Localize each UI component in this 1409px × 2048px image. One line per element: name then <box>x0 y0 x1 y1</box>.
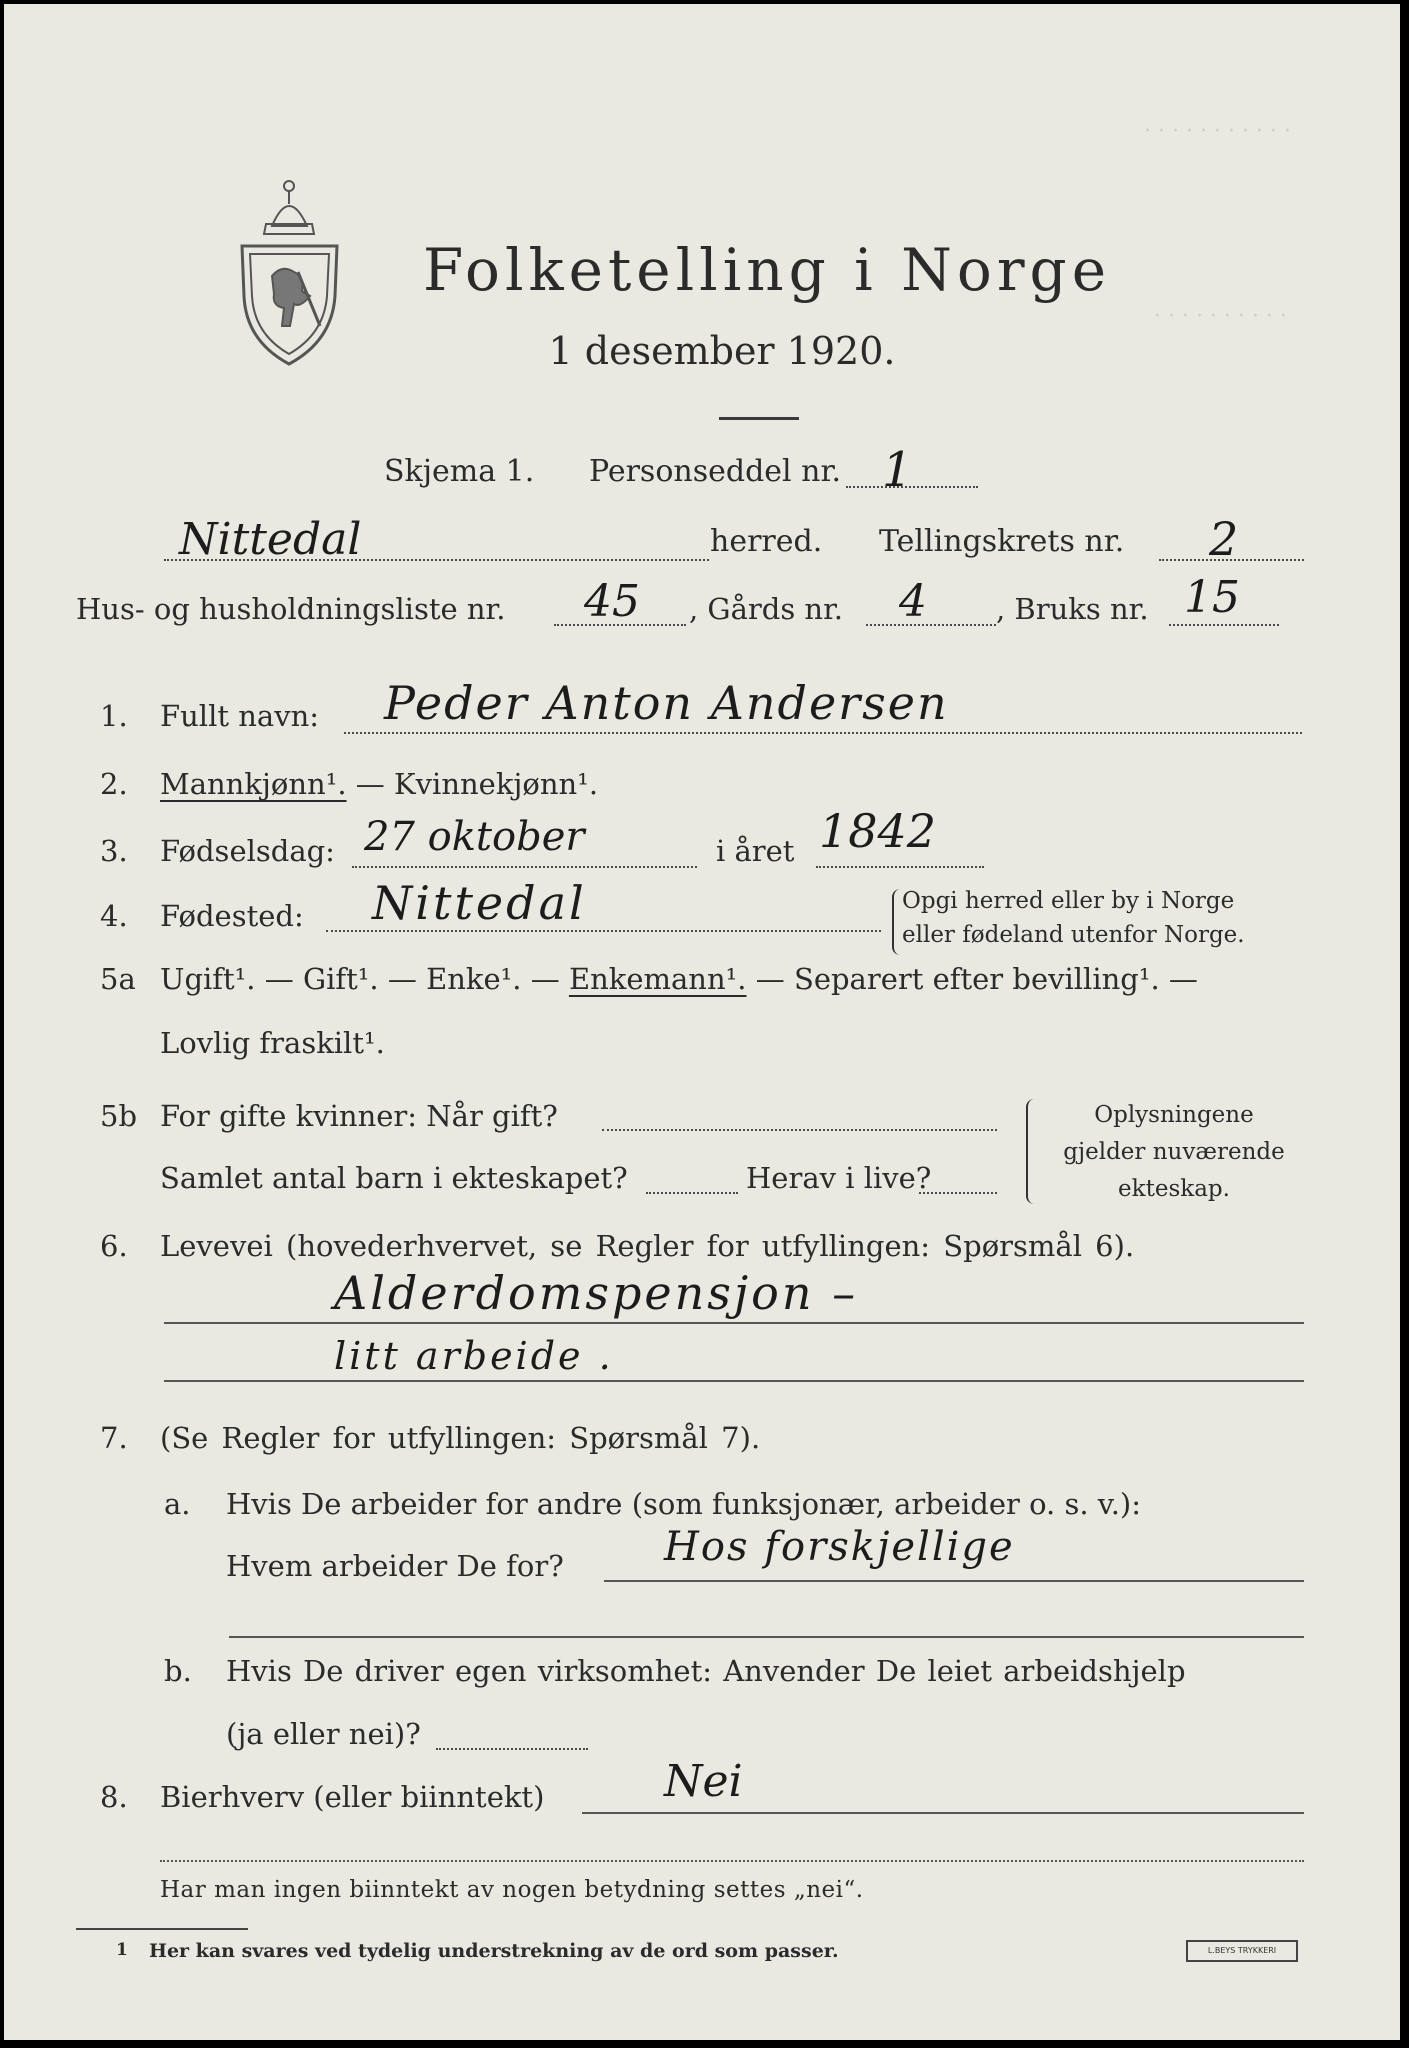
q2-separator: — <box>355 767 385 801</box>
herav-i-live-field[interactable] <box>919 1192 997 1194</box>
q8-label: Bierhverv (eller biinntekt) <box>160 1780 545 1814</box>
q5b-note-line2: gjelder nuværende <box>1063 1139 1285 1165</box>
hus-label: Hus- og husholdningsliste nr. <box>76 592 506 626</box>
footer-note: Har man ingen biinntekt av nogen betydning settes „nei“. <box>160 1877 864 1903</box>
q7-label: (Se Regler for utfyllingen: Spørsmål 7). <box>160 1421 761 1455</box>
arbeider-for-field[interactable] <box>604 1580 1304 1582</box>
form-title: Folketelling i Norge <box>422 236 1112 304</box>
gards-value: 4 <box>899 576 927 627</box>
q5b-note-line3: ekteskap. <box>1118 1176 1230 1202</box>
census-form-page <box>4 4 1400 2040</box>
q3-number: 3. <box>100 834 128 868</box>
q7a-text: Hvis De arbeider for andre (som funksjonær, arbeider o. s. v.): <box>226 1487 1142 1521</box>
levevei-value-line1: Alderdomspensjon – <box>334 1266 859 1320</box>
antal-barn-field[interactable] <box>646 1192 738 1194</box>
levevei-value-line2: litt arbeide . <box>334 1334 614 1378</box>
q7-number: 7. <box>100 1421 128 1455</box>
arbeider-for-field-extra[interactable] <box>229 1636 1304 1638</box>
q7b-letter: b. <box>164 1654 192 1688</box>
enke-option[interactable]: Enke¹. <box>426 962 522 996</box>
q5a-separator: — <box>387 962 417 996</box>
fodested-note-brace <box>892 889 902 955</box>
fodselsdag-field[interactable] <box>352 866 697 868</box>
bierhverv-field[interactable] <box>582 1812 1304 1814</box>
q6-label: Levevei (hovederhvervet, se Regler for utfyllingen: Spørsmål 6). <box>160 1229 1135 1263</box>
q5a-separator: — <box>530 962 560 996</box>
q5b-label2: Samlet antal barn i ekteskapet? <box>160 1161 628 1195</box>
q5a-separator: — <box>264 962 294 996</box>
q5b-note-brace <box>1026 1099 1036 1204</box>
bleed-through-text: · · · · · · · · · · · <box>1144 119 1291 144</box>
separert-option[interactable]: Separert efter bevilling¹. <box>793 962 1160 996</box>
herred-label: herred. <box>710 524 823 559</box>
ugift-option[interactable]: Ugift¹. <box>160 962 256 996</box>
fodested-note-line1: Opgi herred eller by i Norge <box>902 888 1235 914</box>
q2-number: 2. <box>100 767 128 801</box>
tellingskrets-label: Tellingskrets nr. <box>879 524 1125 559</box>
q1-number: 1. <box>100 699 128 733</box>
fodested-note-line2: eller fødeland utenfor Norge. <box>902 922 1245 948</box>
enkemann-option[interactable]: Enkemann¹. <box>568 962 747 996</box>
bruks-field[interactable] <box>1169 624 1279 626</box>
gards-field[interactable] <box>866 624 996 626</box>
fodested-value: Nittedal <box>372 876 587 930</box>
fodselsdag-value: 27 oktober <box>364 814 585 860</box>
q7b-question: (ja eller nei)? <box>226 1717 421 1751</box>
arbeider-for-value: Hos forskjellige <box>664 1524 1015 1570</box>
leiet-arbeidshjelp-field[interactable] <box>436 1748 588 1750</box>
q4-number: 4. <box>100 899 128 933</box>
q5a-separator: — <box>1168 962 1198 996</box>
q7b-text: Hvis De driver egen virksomhet: Anvender De leiet arbeidshjelp <box>226 1654 1186 1688</box>
q5b-label3: Herav i live? <box>746 1161 932 1195</box>
q5a-number: 5a <box>100 962 136 996</box>
skjema-label: Skjema 1. <box>384 454 535 489</box>
naar-gift-field[interactable] <box>602 1129 997 1131</box>
tellingskrets-value: 2 <box>1209 512 1239 566</box>
bruks-value: 15 <box>1184 572 1240 623</box>
bierhverv-value: Nei <box>664 1756 743 1807</box>
fraskilt-option[interactable]: Lovlig fraskilt¹. <box>160 1026 385 1060</box>
kvinnekjonn-option[interactable]: Kvinnekjønn¹. <box>394 767 599 801</box>
form-date: 1 desember 1920. <box>548 329 896 373</box>
hus-value: 45 <box>584 576 640 627</box>
fullt-navn-field[interactable] <box>344 732 1302 734</box>
herred-value: Nittedal <box>179 514 362 565</box>
printer-stamp: L.BEYS TRYKKERI <box>1186 1940 1298 1962</box>
q8-number: 8. <box>100 1780 128 1814</box>
q6-number: 6. <box>100 1229 128 1263</box>
q7a-question: Hvem arbeider De for? <box>226 1549 564 1583</box>
levevei-line1[interactable] <box>164 1322 1304 1324</box>
q5b-note-line1: Oplysningene <box>1094 1102 1254 1128</box>
q5b-number: 5b <box>100 1099 138 1133</box>
q5a-separator: — <box>755 962 785 996</box>
levevei-line2[interactable] <box>164 1380 1304 1382</box>
q7a-letter: a. <box>164 1487 191 1521</box>
year-field[interactable] <box>816 866 984 868</box>
q5b-label1: For gifte kvinner: Når gift? <box>160 1099 558 1133</box>
bierhverv-field-extra[interactable] <box>160 1860 1304 1862</box>
mannkjonn-option[interactable]: Mannkjønn¹. <box>160 767 347 801</box>
q1-label: Fullt navn: <box>160 699 320 733</box>
fodested-field[interactable] <box>326 930 881 932</box>
footnote-divider <box>76 1928 248 1930</box>
footnote-number: 1 <box>116 1940 128 1960</box>
bruks-label: , Bruks nr. <box>996 592 1149 626</box>
gards-label: , Gårds nr. <box>689 592 843 626</box>
bleed-through-text: · · · · · · · · · · <box>1154 304 1287 329</box>
footnote-text: Her kan svares ved tydelig understrekning av de ord som passer. <box>149 1940 839 1962</box>
fullt-navn-value: Peder Anton Andersen <box>384 676 949 730</box>
personseddel-label: Personseddel nr. <box>589 454 842 489</box>
year-value: 1842 <box>819 804 937 858</box>
q4-label: Fødested: <box>160 899 304 933</box>
gift-option[interactable]: Gift¹. <box>302 962 379 996</box>
title-divider <box>719 417 799 420</box>
year-label: i året <box>716 834 795 868</box>
personseddel-value: 1 <box>882 442 913 498</box>
q3-label: Fødselsdag: <box>160 834 335 868</box>
